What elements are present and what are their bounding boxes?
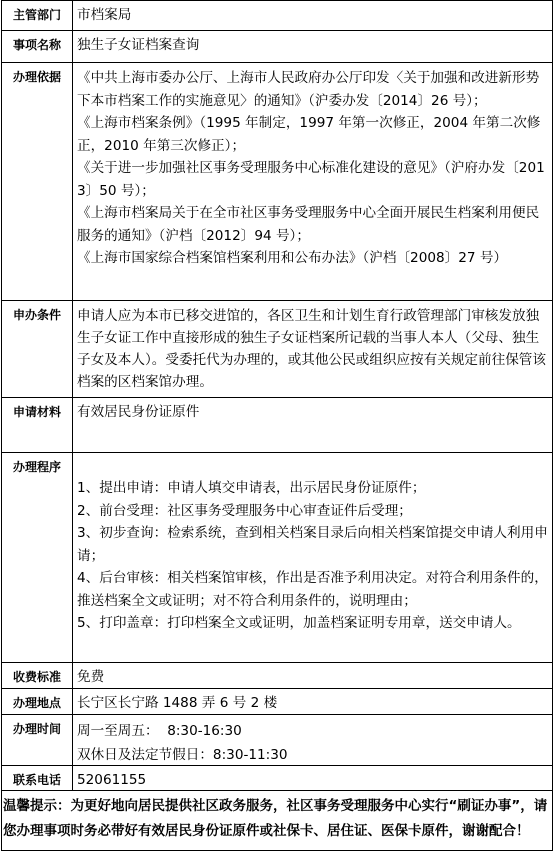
value-department: 市档案局 [77, 7, 132, 23]
label-hours: 办理时间 [2, 715, 73, 765]
row-procedure [2, 453, 552, 663]
label-department: 主管部门 [2, 1, 73, 30]
procedure-step: 1、提出申请：申请人填交申请表，出示居民身份证原件； [77, 480, 426, 496]
procedure-step: 2、前台受理：社区事务受理服务中心审查证件后受理； [77, 502, 412, 519]
value-legal-basis [73, 63, 552, 300]
row-hours [2, 715, 552, 766]
label-location: 办理地点 [2, 689, 73, 714]
legal-basis-item: 《关于进一步加强社区事务受理服务中心标准化建设的意见》（沪府办发〔2013〕50 号）； [77, 160, 545, 199]
value-hours [73, 715, 552, 765]
row-conditions [2, 301, 552, 398]
row-location [2, 689, 552, 715]
legal-basis-item: 《上海市档案局关于在全市社区事务受理服务中心全面开展民生档案利用便民服务的通知》（沪档〔2012〕94 号）； [77, 205, 540, 244]
value-fee: 免费 [77, 669, 105, 685]
value-item-name: 独生子女证档案查询 [77, 37, 200, 53]
legal-basis-item: 《中共上海市委办公厅、上海市人民政府办公厅印发〈关于加强和改进新形势下本市档案工作的实施意见〉的通知》（沪委办发〔2014〕26 号）； [77, 70, 540, 109]
label-item-name: 事项名称 [2, 31, 73, 62]
row-department [2, 1, 552, 31]
label-legal-basis: 办理依据 [2, 63, 73, 300]
legal-basis-item: 《上海市档案条例》（1995 年制定，1997 年第一次修正，2004 年第二次修正，2010 年第三次修正）； [77, 115, 541, 154]
row-phone [2, 766, 552, 791]
row-notice [2, 791, 552, 851]
value-phone: 52061155 [77, 772, 147, 788]
value-location: 长宁区长宁路 1488 弄 6 号 2 楼 [77, 695, 278, 711]
row-item-name [2, 31, 552, 63]
value-conditions: 申请人应为本市已移交进馆的，各区卫生和计划生育行政管理部门审核发放独生子女证工作中直接形成的独生子女证档案所记载的当事人本人（父母、独生子女及本人）。受委托代为办理的，或其他公民或组织应按有关规定前往保管该档案的区档案馆办理。 [77, 308, 546, 390]
service-info-table [1, 0, 553, 851]
procedure-step: 5、打印盖章：打印档案全文或证明，加盖档案证明专用章，送交申请人。 [77, 615, 521, 631]
label-procedure: 办理程序 [2, 453, 73, 662]
procedure-step: 3、初步查询：检索系统，查到相关档案目录后向相关档案馆提交申请人利用申请； [77, 525, 548, 564]
label-materials: 申请材料 [2, 398, 73, 452]
value-materials: 有效居民身份证原件 [77, 404, 200, 420]
row-materials [2, 398, 552, 453]
notice-text: 温馨提示：为更好地向居民提供社区政务服务，社区事务受理服务中心实行“刷证办事”，请您办理事项时务必带好有效居民身份证原件或社保卡、居住证、医保卡原件，谢谢配合！ [3, 798, 548, 839]
label-conditions: 申办条件 [2, 301, 73, 397]
procedure-step: 4、后台审核：相关档案馆审核，作出是否准予利用决定。对符合利用条件的，推送档案全文或证明；对不符合利用条件的，说明理由； [77, 570, 548, 609]
hours-weekday: 周一至周五： 8:30-16:30 [77, 723, 242, 739]
value-procedure [73, 453, 552, 662]
row-legal-basis [2, 63, 552, 301]
row-fee [2, 663, 552, 689]
hours-weekend: 双休日及法定节假日：8:30-11:30 [77, 747, 288, 763]
label-fee: 收费标准 [2, 663, 73, 688]
label-phone: 联系电话 [2, 766, 73, 790]
legal-basis-item: 《上海市国家综合档案馆档案利用和公布办法》（沪档〔2008〕27 号） [77, 250, 508, 266]
